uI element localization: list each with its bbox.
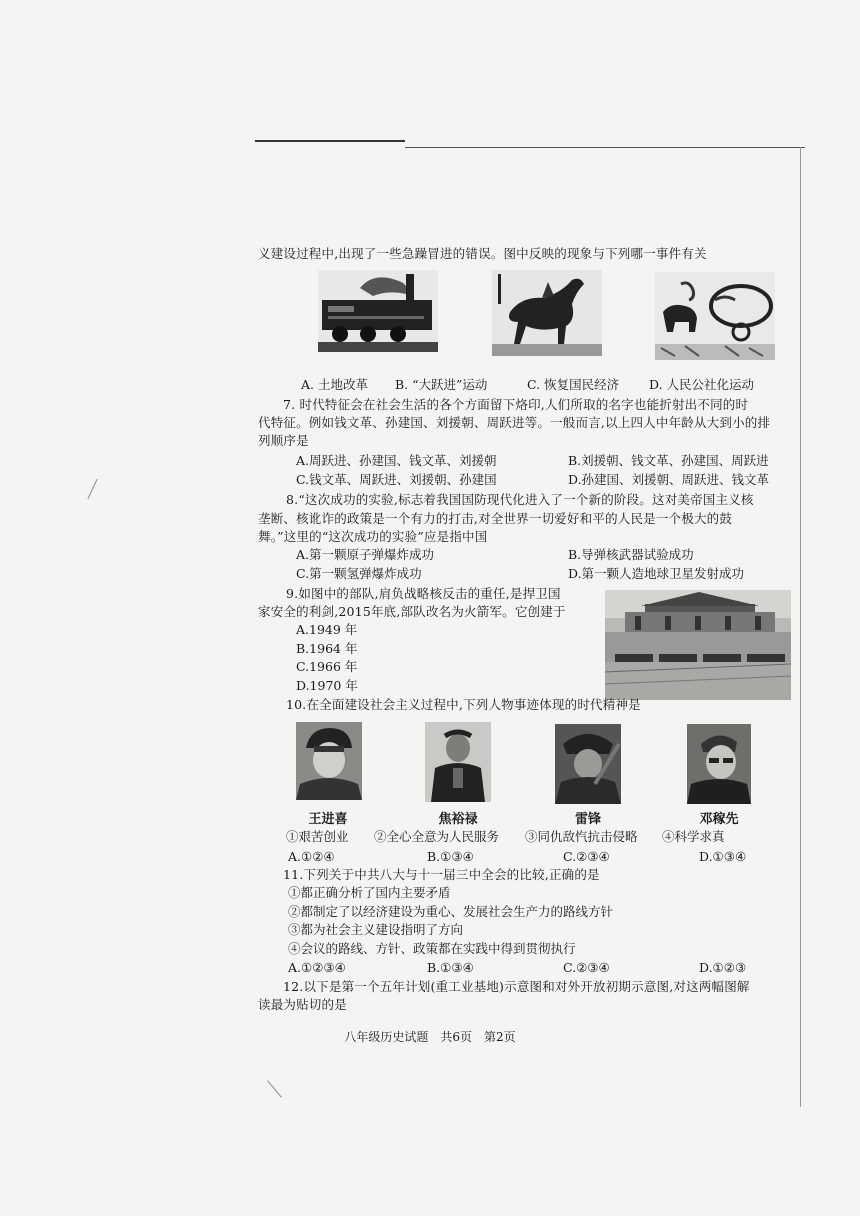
scan-mark xyxy=(267,1080,282,1097)
q10-spirit: ②全心全意为人民服务 xyxy=(374,829,500,844)
q11-option-a[interactable]: A.①②③④ xyxy=(288,960,346,975)
q11-item: ④会议的路线、方针、政策都在实践中得到贯彻执行 xyxy=(288,941,576,956)
top-rule-thin xyxy=(405,147,805,148)
q7-option-b[interactable]: B.刘援朝、钱文革、孙建国、周跃进 xyxy=(568,453,769,468)
portrait-name: 邓稼先 xyxy=(699,812,739,827)
q6-option-d[interactable]: D. 人民公社化运动 xyxy=(649,377,755,392)
q10-option-a[interactable]: A.①②④ xyxy=(288,849,335,864)
q9-parade-photo xyxy=(605,590,791,700)
q10-option-b[interactable]: B.①③④ xyxy=(427,849,474,864)
portrait-name: 雷锋 xyxy=(574,812,601,827)
q11-stem: 11.下列关于中共八大与十一届三中全会的比较,正确的是 xyxy=(283,867,600,882)
q11-item: ①都正确分析了国内主要矛盾 xyxy=(288,885,451,900)
q7-option-a[interactable]: A.周跃进、孙建国、钱文革、刘援朝 xyxy=(296,453,497,468)
q6-stem: 义建设过程中,出现了一些急躁冒进的错误。图中反映的现象与下列哪一事件有关 xyxy=(258,246,707,261)
portrait-name: 焦裕禄 xyxy=(438,812,478,827)
q6-picture-cart-icon xyxy=(655,272,775,360)
q9-stem-line: 9.如图中的部队,肩负战略核反击的重任,是捍卫国 xyxy=(286,586,561,601)
q12-stem-line: 12.以下是第一个五年计划(重工业基地)示意图和对外开放初期示意图,对这两幅图解 xyxy=(283,979,750,994)
page-footer: 八年级历史试题 共6页 第2页 xyxy=(344,1030,516,1044)
q8-option-b[interactable]: B.导弹核武器试验成功 xyxy=(568,547,694,562)
portrait-wang-jinxi xyxy=(296,722,362,800)
q7-stem-line: 7. 时代特征会在社会生活的各个方面留下烙印,人们所取的名字也能折射出不同的时 xyxy=(283,397,749,412)
q10-spirit: ④科学求真 xyxy=(662,829,725,844)
q9-stem-line: 家安全的利剑,2015年底,部队改名为火箭军。它创建于 xyxy=(258,604,566,619)
q7-option-d[interactable]: D.孙建国、刘援朝、周跃进、钱文革 xyxy=(568,472,770,487)
portrait-name: 王进喜 xyxy=(308,812,348,827)
q10-spirit: ③同仇敌忾抗击侵略 xyxy=(525,829,638,844)
q6-option-a[interactable]: A. 土地改革 xyxy=(301,377,368,392)
q8-option-a[interactable]: A.第一颗原子弹爆炸成功 xyxy=(296,547,435,562)
portrait-deng-jiaxian xyxy=(687,724,751,804)
q10-spirit: ①艰苦创业 xyxy=(286,829,349,844)
portrait-lei-feng xyxy=(555,724,621,804)
portrait-jiao-yulu xyxy=(425,722,491,802)
q6-option-b[interactable]: B. “大跃进”运动 xyxy=(395,377,488,392)
q9-option-d[interactable]: D.1970 年 xyxy=(296,678,358,693)
q11-option-d[interactable]: D.①②③ xyxy=(699,960,747,975)
q6-picture-horse-icon xyxy=(492,270,602,356)
q6-picture-locomotive-icon xyxy=(318,270,438,352)
top-rule xyxy=(255,140,405,142)
q11-option-c[interactable]: C.②③④ xyxy=(563,960,610,975)
q7-stem-line: 列顺序是 xyxy=(258,433,309,448)
q7-option-c[interactable]: C.钱文革、周跃进、刘援朝、孙建国 xyxy=(296,472,497,487)
q9-option-c[interactable]: C.1966 年 xyxy=(296,659,358,674)
q10-option-d[interactable]: D.①③④ xyxy=(699,849,747,864)
q8-option-c[interactable]: C.第一颗氢弹爆炸成功 xyxy=(296,566,422,581)
q11-item: ③都为社会主义建设指明了方向 xyxy=(288,922,464,937)
q8-stem-line: 8.“这次成功的实验,标志着我国国防现代化进入了一个新的阶段。这对美帝国主义核 xyxy=(286,492,754,507)
q11-item: ②都制定了以经济建设为重心、发展社会生产力的路线方针 xyxy=(288,904,614,919)
q7-stem-line: 代特征。例如钱文革、孙建国、刘援朝、周跃进等。一般而言,以上四人中年龄从大到小的排 xyxy=(258,415,771,430)
q8-option-d[interactable]: D.第一颗人造地球卫星发射成功 xyxy=(568,566,745,581)
q8-stem-line: 舞。”这里的“这次成功的实验”应是指中国 xyxy=(258,529,488,544)
q6-option-c[interactable]: C. 恢复国民经济 xyxy=(527,377,620,392)
q9-option-b[interactable]: B.1964 年 xyxy=(296,641,358,656)
right-margin-rule xyxy=(800,147,801,1107)
q9-option-a[interactable]: A.1949 年 xyxy=(296,622,358,637)
q10-stem: 10.在全面建设社会主义过程中,下列人物事迹体现的时代精神是 xyxy=(286,697,641,712)
q8-stem-line: 垄断、核讹诈的政策是一个有力的打击,对全世界一切爱好和平的人民是一个极大的鼓 xyxy=(258,511,733,526)
q12-stem-line: 读最为贴切的是 xyxy=(258,997,347,1012)
scan-mark xyxy=(87,479,97,499)
q11-option-b[interactable]: B.①③④ xyxy=(427,960,474,975)
q10-option-c[interactable]: C.②③④ xyxy=(563,849,610,864)
